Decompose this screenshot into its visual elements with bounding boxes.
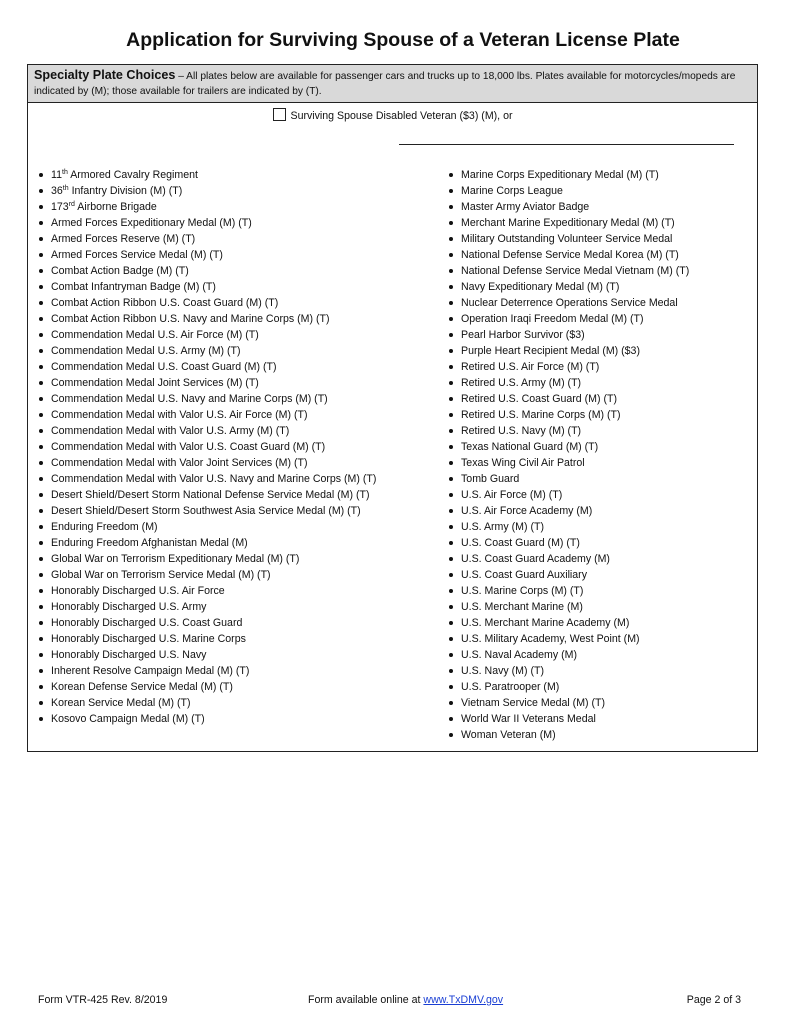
list-item-label: Armed Forces Service Medal (M) (T) [51, 249, 223, 261]
bullet-icon [449, 381, 453, 385]
list-item [446, 487, 756, 503]
list-item-label: Commendation Medal U.S. Navy and Marine Corps (M) (T) [51, 393, 328, 405]
bullet-icon [449, 349, 453, 353]
list-item [446, 519, 756, 535]
list-item [446, 375, 756, 391]
disabled-veteran-checkbox[interactable] [273, 108, 286, 121]
list-item [36, 631, 436, 647]
list-item-label: Retired U.S. Air Force (M) (T) [461, 361, 600, 373]
list-item [36, 295, 436, 311]
list-item-label: Retired U.S. Marine Corps (M) (T) [461, 409, 621, 421]
bullet-icon [449, 269, 453, 273]
list-item [446, 727, 756, 743]
bullet-icon [39, 493, 43, 497]
list-item [446, 455, 756, 471]
list-item-label: Armed Forces Expeditionary Medal (M) (T) [51, 217, 252, 229]
list-item-label: Marine Corps League [461, 185, 563, 197]
list-item [36, 279, 436, 295]
list-item-label: Commendation Medal Joint Services (M) (T) [51, 377, 259, 389]
list-item [36, 663, 436, 679]
list-item-label: Merchant Marine Expeditionary Medal (M) (T) [461, 217, 675, 229]
list-item [446, 215, 756, 231]
bullet-icon [39, 221, 43, 225]
txdmv-link[interactable]: www.TxDMV.gov [423, 994, 504, 1006]
bullet-icon [449, 365, 453, 369]
list-item-label: National Defense Service Medal Korea (M) (T) [461, 249, 679, 261]
list-item-label: Vietnam Service Medal (M) (T) [461, 697, 606, 709]
list-item [446, 231, 756, 247]
bullet-icon [449, 285, 453, 289]
list-item-label: Desert Shield/Desert Storm Southwest Asia Service Medal (M) (T) [51, 505, 361, 517]
list-item [446, 583, 756, 599]
list-item-label: Commendation Medal with Valor Joint Services (M) (T) [51, 457, 308, 469]
list-item [36, 455, 436, 471]
bullet-icon [39, 445, 43, 449]
form-id: Form VTR-425 Rev. 8/2019 [38, 994, 168, 1006]
list-item-label: U.S. Naval Academy (M) [461, 649, 577, 661]
list-item [36, 311, 436, 327]
section-header [28, 65, 757, 103]
list-item [446, 503, 756, 519]
list-item [446, 199, 756, 215]
list-item-label: Commendation Medal with Valor U.S. Coast Guard (M) (T) [51, 441, 326, 453]
section-heading: Specialty Plate Choices [34, 68, 176, 82]
bullet-icon [449, 253, 453, 257]
list-item [36, 375, 436, 391]
list-item [446, 615, 756, 631]
list-item-label: Desert Shield/Desert Storm National Defense Service Medal (M) (T) [51, 489, 370, 501]
list-item [36, 327, 436, 343]
bullet-icon [449, 589, 453, 593]
list-item [446, 535, 756, 551]
bullet-icon [39, 333, 43, 337]
bullet-icon [449, 237, 453, 241]
bullet-icon [39, 253, 43, 257]
list-item-label: Honorably Discharged U.S. Navy [51, 649, 207, 661]
bullet-icon [39, 205, 43, 209]
list-item-label: Master Army Aviator Badge [461, 201, 590, 213]
list-item [36, 599, 436, 615]
list-item [446, 679, 756, 695]
list-item-label: Texas National Guard (M) (T) [461, 441, 599, 453]
list-item [36, 391, 436, 407]
list-item-label: U.S. Navy (M) (T) [461, 665, 544, 677]
list-item-label: National Defense Service Medal Vietnam (M) (T) [461, 265, 690, 277]
list-item-label: Commendation Medal U.S. Army (M) (T) [51, 345, 241, 357]
list-item-label: Woman Veteran (M) [461, 729, 556, 741]
bullet-icon [449, 445, 453, 449]
list-item [446, 711, 756, 727]
list-item [446, 183, 756, 199]
bullet-icon [39, 701, 43, 705]
bullet-icon [449, 685, 453, 689]
list-item-label: Retired U.S. Coast Guard (M) (T) [461, 393, 617, 405]
bullet-icon [39, 429, 43, 433]
list-item-label: Commendation Medal with Valor U.S. Air Force (M) (T) [51, 409, 308, 421]
section-description: – All plates below are available for passenger cars and trucks up to 18,000 lbs. Plates available for motorcycles/mopeds are indicated by (M); those available for trailers are indicated by (T). [34, 71, 736, 97]
list-item [36, 439, 436, 455]
list-item-label: Retired U.S. Army (M) (T) [461, 377, 582, 389]
bullet-icon [449, 541, 453, 545]
list-item-label: Korean Defense Service Medal (M) (T) [51, 681, 233, 693]
list-item-label: Combat Infantryman Badge (M) (T) [51, 281, 216, 293]
list-item-label: Honorably Discharged U.S. Coast Guard [51, 617, 243, 629]
bullet-icon [39, 365, 43, 369]
bullet-icon [449, 429, 453, 433]
list-item-label: U.S. Air Force (M) (T) [461, 489, 563, 501]
list-item-label: Marine Corps Expeditionary Medal (M) (T) [461, 169, 659, 181]
list-item: 36th Infantry Division (M) (T) [36, 183, 436, 199]
bullet-icon [449, 493, 453, 497]
list-item-label: U.S. Merchant Marine Academy (M) [461, 617, 630, 629]
disabled-veteran-option [28, 108, 757, 124]
bullet-icon [449, 173, 453, 177]
list-item [446, 471, 756, 487]
list-item [446, 423, 756, 439]
bullet-icon [39, 637, 43, 641]
bullet-icon [39, 413, 43, 417]
list-item: 11th Armored Cavalry Regiment [36, 167, 436, 183]
list-item-label: Combat Action Ribbon U.S. Navy and Marine Corps (M) (T) [51, 313, 330, 325]
list-item-label: Honorably Discharged U.S. Air Force [51, 585, 225, 597]
other-plate-write-in-line[interactable] [399, 144, 734, 145]
list-item [36, 519, 436, 535]
list-item [36, 551, 436, 567]
bullet-icon [39, 237, 43, 241]
list-item [36, 567, 436, 583]
bullet-icon [39, 301, 43, 305]
list-item [446, 695, 756, 711]
list-item-label: Inherent Resolve Campaign Medal (M) (T) [51, 665, 250, 677]
list-item-label: Enduring Freedom Afghanistan Medal (M) [51, 537, 248, 549]
list-item [446, 311, 756, 327]
bullet-icon [39, 477, 43, 481]
bullet-icon [39, 653, 43, 657]
bullet-icon [449, 509, 453, 513]
bullet-icon [449, 605, 453, 609]
bullet-icon [449, 717, 453, 721]
list-item [36, 615, 436, 631]
list-item [446, 663, 756, 679]
list-item [446, 567, 756, 583]
bullet-icon [449, 525, 453, 529]
bullet-icon [39, 317, 43, 321]
plate-list-left [36, 167, 436, 727]
list-item [36, 535, 436, 551]
list-item-label: Operation Iraqi Freedom Medal (M) (T) [461, 313, 644, 325]
list-item [446, 407, 756, 423]
list-item-label: U.S. Coast Guard Auxiliary [461, 569, 587, 581]
list-item-label: U.S. Paratrooper (M) [461, 681, 560, 693]
list-item-label: Global War on Terrorism Expeditionary Medal (M) (T) [51, 553, 300, 565]
list-item [36, 503, 436, 519]
list-item-label: Purple Heart Recipient Medal (M) ($3) [461, 345, 640, 357]
list-item-label: Global War on Terrorism Service Medal (M) (T) [51, 569, 271, 581]
list-item-label: Armed Forces Reserve (M) (T) [51, 233, 196, 245]
bullet-icon [449, 317, 453, 321]
specialty-plate-section [27, 64, 758, 752]
bullet-icon [39, 557, 43, 561]
list-item-label: Tomb Guard [461, 473, 520, 485]
list-item-label: U.S. Coast Guard Academy (M) [461, 553, 610, 565]
bullet-icon [449, 733, 453, 737]
list-item [36, 711, 436, 727]
bullet-icon [449, 333, 453, 337]
bullet-icon [39, 269, 43, 273]
list-item-label: Texas Wing Civil Air Patrol [461, 457, 585, 469]
list-item-label: World War II Veterans Medal [461, 713, 596, 725]
bullet-icon [39, 381, 43, 385]
bullet-icon [449, 669, 453, 673]
list-item-label: U.S. Coast Guard (M) (T) [461, 537, 580, 549]
bullet-icon [449, 477, 453, 481]
list-item [36, 247, 436, 263]
list-item [36, 647, 436, 663]
bullet-icon [39, 541, 43, 545]
bullet-icon [39, 685, 43, 689]
list-item-label: Honorably Discharged U.S. Army [51, 601, 207, 613]
list-item-label: Nuclear Deterrence Operations Service Medal [461, 297, 678, 309]
list-item-label: Commendation Medal with Valor U.S. Navy and Marine Corps (M) (T) [51, 473, 377, 485]
list-item-label: Honorably Discharged U.S. Marine Corps [51, 633, 246, 645]
bullet-icon [39, 349, 43, 353]
list-item [36, 487, 436, 503]
online-note: Form available online at www.TxDMV.gov [308, 994, 504, 1006]
list-item [446, 327, 756, 343]
disabled-veteran-label: Surviving Spouse Disabled Veteran ($3) (M), or [290, 110, 513, 122]
bullet-icon [449, 653, 453, 657]
list-item-label: Enduring Freedom (M) [51, 521, 158, 533]
list-item [446, 295, 756, 311]
list-item [446, 391, 756, 407]
list-item [36, 359, 436, 375]
bullet-icon [449, 205, 453, 209]
list-item: 173rd Airborne Brigade [36, 199, 436, 215]
list-item-label: U.S. Marine Corps (M) (T) [461, 585, 584, 597]
list-item [36, 583, 436, 599]
list-item-label: Combat Action Badge (M) (T) [51, 265, 189, 277]
page-title: Application for Surviving Spouse of a Veteran License Plate [126, 29, 680, 51]
bullet-icon [449, 461, 453, 465]
list-item [36, 695, 436, 711]
bullet-icon [449, 637, 453, 641]
page-number: Page 2 of 3 [686, 994, 741, 1006]
bullet-icon [39, 509, 43, 513]
list-item [36, 231, 436, 247]
list-item [36, 679, 436, 695]
list-item [446, 631, 756, 647]
list-item-label: Commendation Medal U.S. Air Force (M) (T) [51, 329, 259, 341]
list-item-label: U.S. Army (M) (T) [461, 521, 544, 533]
bullet-icon [39, 669, 43, 673]
list-item-label: Commendation Medal U.S. Coast Guard (M) (T) [51, 361, 277, 373]
list-item [446, 359, 756, 375]
list-item [36, 407, 436, 423]
bullet-icon [39, 189, 43, 193]
list-item [36, 263, 436, 279]
list-item [36, 343, 436, 359]
list-item [36, 215, 436, 231]
list-item-label: Combat Action Ribbon U.S. Coast Guard (M) (T) [51, 297, 279, 309]
bullet-icon [39, 573, 43, 577]
bullet-icon [39, 285, 43, 289]
bullet-icon [39, 525, 43, 529]
bullet-icon [449, 221, 453, 225]
bullet-icon [39, 589, 43, 593]
bullet-icon [449, 621, 453, 625]
list-item-label: U.S. Air Force Academy (M) [461, 505, 593, 517]
list-item-label: Retired U.S. Navy (M) (T) [461, 425, 582, 437]
list-item-label: Korean Service Medal (M) (T) [51, 697, 191, 709]
list-item [446, 279, 756, 295]
bullet-icon [449, 413, 453, 417]
bullet-icon [449, 189, 453, 193]
list-item [446, 647, 756, 663]
bullet-icon [39, 173, 43, 177]
list-item-label: U.S. Military Academy, West Point (M) [461, 633, 640, 645]
bullet-icon [449, 701, 453, 705]
bullet-icon [39, 461, 43, 465]
list-item-label: Navy Expeditionary Medal (M) (T) [461, 281, 620, 293]
list-item [446, 247, 756, 263]
bullet-icon [449, 573, 453, 577]
list-item [36, 423, 436, 439]
bullet-icon [39, 621, 43, 625]
list-item [446, 263, 756, 279]
list-item [446, 439, 756, 455]
bullet-icon [39, 397, 43, 401]
list-item [446, 343, 756, 359]
plate-list-right [446, 167, 756, 743]
list-item-label: Kosovo Campaign Medal (M) (T) [51, 713, 205, 725]
bullet-icon [39, 717, 43, 721]
list-item-label: Commendation Medal with Valor U.S. Army (M) (T) [51, 425, 290, 437]
bullet-icon [449, 397, 453, 401]
list-item [446, 599, 756, 615]
list-item [36, 471, 436, 487]
list-item-label: U.S. Merchant Marine (M) [461, 601, 583, 613]
list-item [446, 551, 756, 567]
bullet-icon [449, 301, 453, 305]
list-item-label: Military Outstanding Volunteer Service Medal [461, 233, 673, 245]
list-item [446, 167, 756, 183]
list-item-label: Pearl Harbor Survivor ($3) [461, 329, 585, 341]
bullet-icon [449, 557, 453, 561]
bullet-icon [39, 605, 43, 609]
